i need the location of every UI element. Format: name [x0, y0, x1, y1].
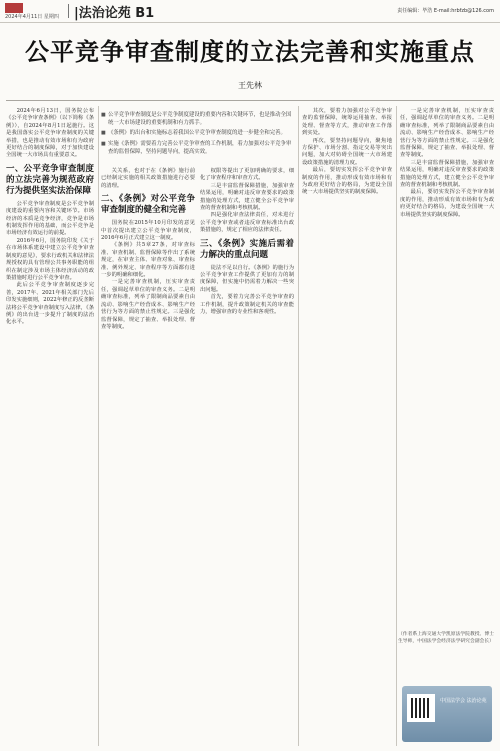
intro-paragraph: 2024年6月13日，国务院公布《公平竞争审查条例》（以下简称《条例》），自2024年8月1日起施行。这是我国落实公平竞争审查制度的关键举措，也是推动有效市场和有为政府更好结合的制度保障，对于加快建设全国统一大市场具有重要意义。	[6, 108, 94, 159]
body-paragraph: 一是完善审查机制，压实审查责任，强调起草单位的审查义务。二是明确审查标准，列举了限制商品要素自由流动、影响生产经营成本、影响生产经营行为等方面的禁止性规定。三是强化监督保障，规定了抽查、举报处理、督查等制度。	[101, 279, 195, 330]
author-name: 王先林	[238, 81, 262, 90]
section-heading-2: 二、《条例》对公平竞争审查制度的健全和完善	[101, 194, 195, 216]
body-paragraph: 其次，要着力加强对公平竞争审查的监督保障，统筹运用抽查、举报处理、督查等方式，推动审查工作落到实处。	[302, 108, 392, 137]
column-2	[101, 168, 195, 331]
author-note: （作者系上海交通大学凯原法学院教授、博士生导师，中国法学会经济法学研究会副会长）	[398, 632, 494, 644]
body-paragraph: 关关系，也对于在《条例》施行前已经制定实施的相关政策措施进行必要的清理。	[101, 168, 195, 189]
abstract-box	[101, 112, 296, 160]
column-1	[6, 108, 94, 327]
column-3	[200, 168, 294, 317]
body-paragraph: 三是丰富监督保障措施，加强审查结果运用，明确对违反审查要求的政策措施的处理方式，建立健全公平竞争审查的督查机制和考核机制。	[400, 159, 494, 189]
body-paragraph: 再次，要坚持问题导向，聚焦地方保护、市场分割、指定交易等突出问题，加大对妨碍全国统一大市场建设政策措施的清理力度。	[302, 137, 392, 166]
body-paragraph: 徒法不足以自行。《条例》的施行为公平竞争审查工作提供了更加有力的制度保障，但实施中仍需着力解决一些突出问题。	[200, 264, 294, 293]
section-name: |法治论苑 B1	[74, 6, 155, 21]
promo-badge	[402, 686, 492, 742]
body-paragraph: 权限等提出了更加明确的要求，细化了审查程序和审查方式。	[200, 168, 294, 182]
abstract-item: ■ 公平竞争审查制度是公平竞争制度建设的重要内容和关键环节，也是推动全国统一大市场建设的重要机制和有力抓手。	[101, 112, 296, 127]
newspaper-logo	[5, 3, 23, 13]
issue-date: 2024年4月11日 星期四	[5, 14, 59, 20]
body-paragraph: 2016年6月，国务院印发《关于在市场体系建设中建立公平竞争审查制度的意见》，要求行政机关和法律法规授权的具有管理公共事务职能的组织在制定涉及市场主体经济活动的政策措施时进行公平竞争审查。	[6, 237, 94, 281]
column-4	[302, 108, 392, 197]
body-paragraph: 此后公平竞争审查制度逐步完善，2017年、2021年相关部门先后印发实施细则，2022年修正的反垄断法将公平竞争审查制度写入法律，《条例》的出台进一步提升了制度的法治化水平。	[6, 282, 94, 326]
header-divider	[68, 4, 69, 18]
body-paragraph: 首先，要着力完善公平竞争审查的工作机制，提升政策制定机关的审查能力，增强审查的专业性和客观性。	[200, 294, 294, 316]
abstract-item: ■ 《条例》的出台和实施标志着我国公平竞争审查制度的进一步健全和完善。	[101, 130, 296, 138]
article-title: 公平竞争审查制度的立法完善和实施重点	[25, 38, 475, 66]
body-paragraph: 国务院在2015年10月印发的意见中首次提出建立公平竞争审查制度，2016年6月正式建立这一制度。	[101, 220, 195, 242]
body-paragraph: 最后，要切实发挥公平竞争审查制度的作用，推动形成有效市场和有为政府更好结合的格局，为建设全国统一大市场提供坚实的制度保障。	[400, 189, 494, 218]
body-paragraph: 三是丰富监督保障措施，加强审查结果运用，明确对违反审查要求的政策措施的处理方式，建立健全公平竞争审查的督查机制和考核机制。	[200, 182, 294, 212]
badge-text: 中国法学会 法治论苑	[440, 698, 487, 704]
column-divider	[396, 106, 397, 746]
body-paragraph: 公平竞争审查制度是公平竞争制度建设的重要内容和关键环节。市场经济的本质是竞争经济，竞争是市场机制发挥作用的基础，而公平竞争是市场经济有效运行的前提。	[6, 200, 94, 237]
body-paragraph: 最后，要切实发挥公平竞争审查制度的作用，推动形成有效市场和有为政府更好结合的格局，为建设全国统一大市场提供坚实的制度保障。	[302, 167, 392, 196]
qr-code-icon	[407, 694, 435, 722]
body-paragraph: 一是完善审查机制，压实审查责任，强调起草单位的审查义务。二是明确审查标准，列举了限制商品要素自由流动、影响生产经营成本、影响生产经营行为等方面的禁止性规定。三是强化监督保障，规定了抽查、举报处理、督查等制度。	[400, 108, 494, 159]
editor-info: 责任编辑：毕浩 E-mail:hrbfzb@126.com	[397, 8, 494, 14]
column-5	[400, 108, 494, 219]
title-rule	[6, 100, 494, 101]
page-header	[0, 0, 500, 23]
column-divider	[298, 106, 299, 746]
section-heading-3: 三、《条例》实施后需着力解决的重点问题	[200, 238, 294, 260]
abstract-item: ■ 实施《条例》需要着力完善公平竞争审查的工作机制，着力加强对公平竞争审查的监督保障，坚持问题导向，提高实效。	[101, 141, 296, 156]
body-paragraph: 《条例》共5章27条，对审查标准、审查机制、监督保障等作出了系统规定，在审查主体、审查对象、审查标准、例外规定、审查程序等方面都有进一步的明确和细化。	[101, 242, 195, 279]
section-heading-1: 一、公平竞争审查制度的立法完善为规范政府行为提供坚实法治保障	[6, 163, 94, 196]
column-divider	[98, 106, 99, 746]
body-paragraph: 四是强化审查法律责任，对未进行公平竞争审查或者违反审查标准出台政策措施的，规定了相应的法律责任。	[200, 212, 294, 234]
